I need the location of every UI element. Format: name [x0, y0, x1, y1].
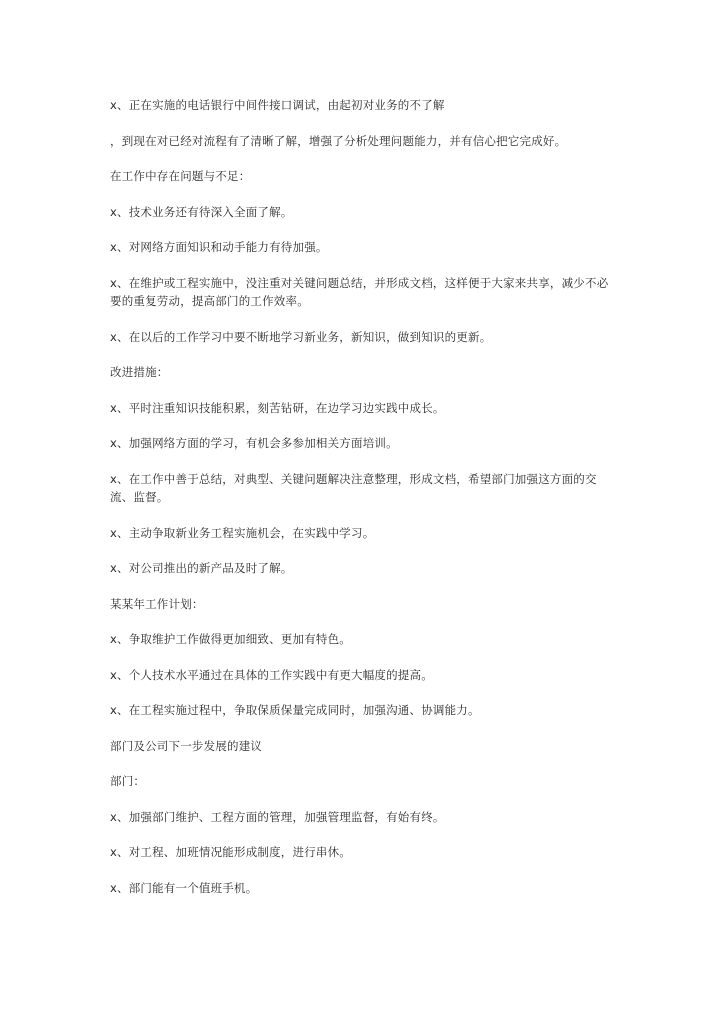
paragraph: x、在以后的工作学习中要不断地学习新业务，新知识，做到知识的更新。: [110, 329, 492, 344]
paragraph: x、平时注重知识技能积累，刻苦钻研，在边学习边实践中成长。: [110, 400, 445, 415]
paragraph: x、对公司推出的新产品及时了解。: [110, 561, 293, 575]
section-heading-department: 部门：: [110, 774, 146, 788]
paragraph: x、正在实施的电话银行中间件接口调试，由起初对业务的不了解: [110, 98, 445, 112]
paragraph: ，到现在对已经对流程有了清晰了解，增强了分析处理问题能力，并有信心把它完成好。: [110, 133, 567, 148]
section-heading-improvements: 改进措施：: [110, 365, 169, 379]
paragraph: x、部门能有一个值班手机。: [110, 880, 258, 895]
document-body: [110, 96, 618, 914]
paragraph: x、在工作中善于总结，对典型、关键问题解决注意整理，形成文档，希望部门加强这方面的交流、监督。: [110, 471, 597, 504]
paragraph: x、个人技术水平通过在具体的工作实践中有更大幅度的提高。: [110, 667, 433, 682]
paragraph: x、主动争取新业务工程实施机会，在实践中学习。: [110, 525, 375, 540]
paragraph: x、对网络方面知识和动手能力有待加强。: [110, 240, 328, 254]
paragraph: x、在工程实施过程中，争取保质保量完成同时，加强沟通、协调能力。: [110, 703, 480, 717]
section-heading-suggestions: 部门及公司下一步发展的建议: [110, 738, 263, 753]
section-heading-plan: 某某年工作计划：: [110, 596, 204, 611]
paragraph: x、对工程、加班情况能形成制度，进行串休。: [110, 845, 352, 859]
section-heading-problems: 在工作中存在问题与不足：: [110, 169, 251, 183]
paragraph: x、加强网络方面的学习，有机会多参加相关方面培训。: [110, 436, 398, 450]
paragraph: x、在维护或工程实施中，没注重对关键问题总结，并形成文档，这样便于大家来共享，减少不必要的重复劳动，提高部门的工作效率。: [110, 275, 609, 308]
paragraph: x、技术业务还有待深入全面了解。: [110, 204, 293, 219]
paragraph: x、加强部门维护、工程方面的管理，加强管理监督，有始有终。: [110, 809, 445, 824]
paragraph: x、争取维护工作做得更加细致、更加有特色。: [110, 632, 352, 646]
